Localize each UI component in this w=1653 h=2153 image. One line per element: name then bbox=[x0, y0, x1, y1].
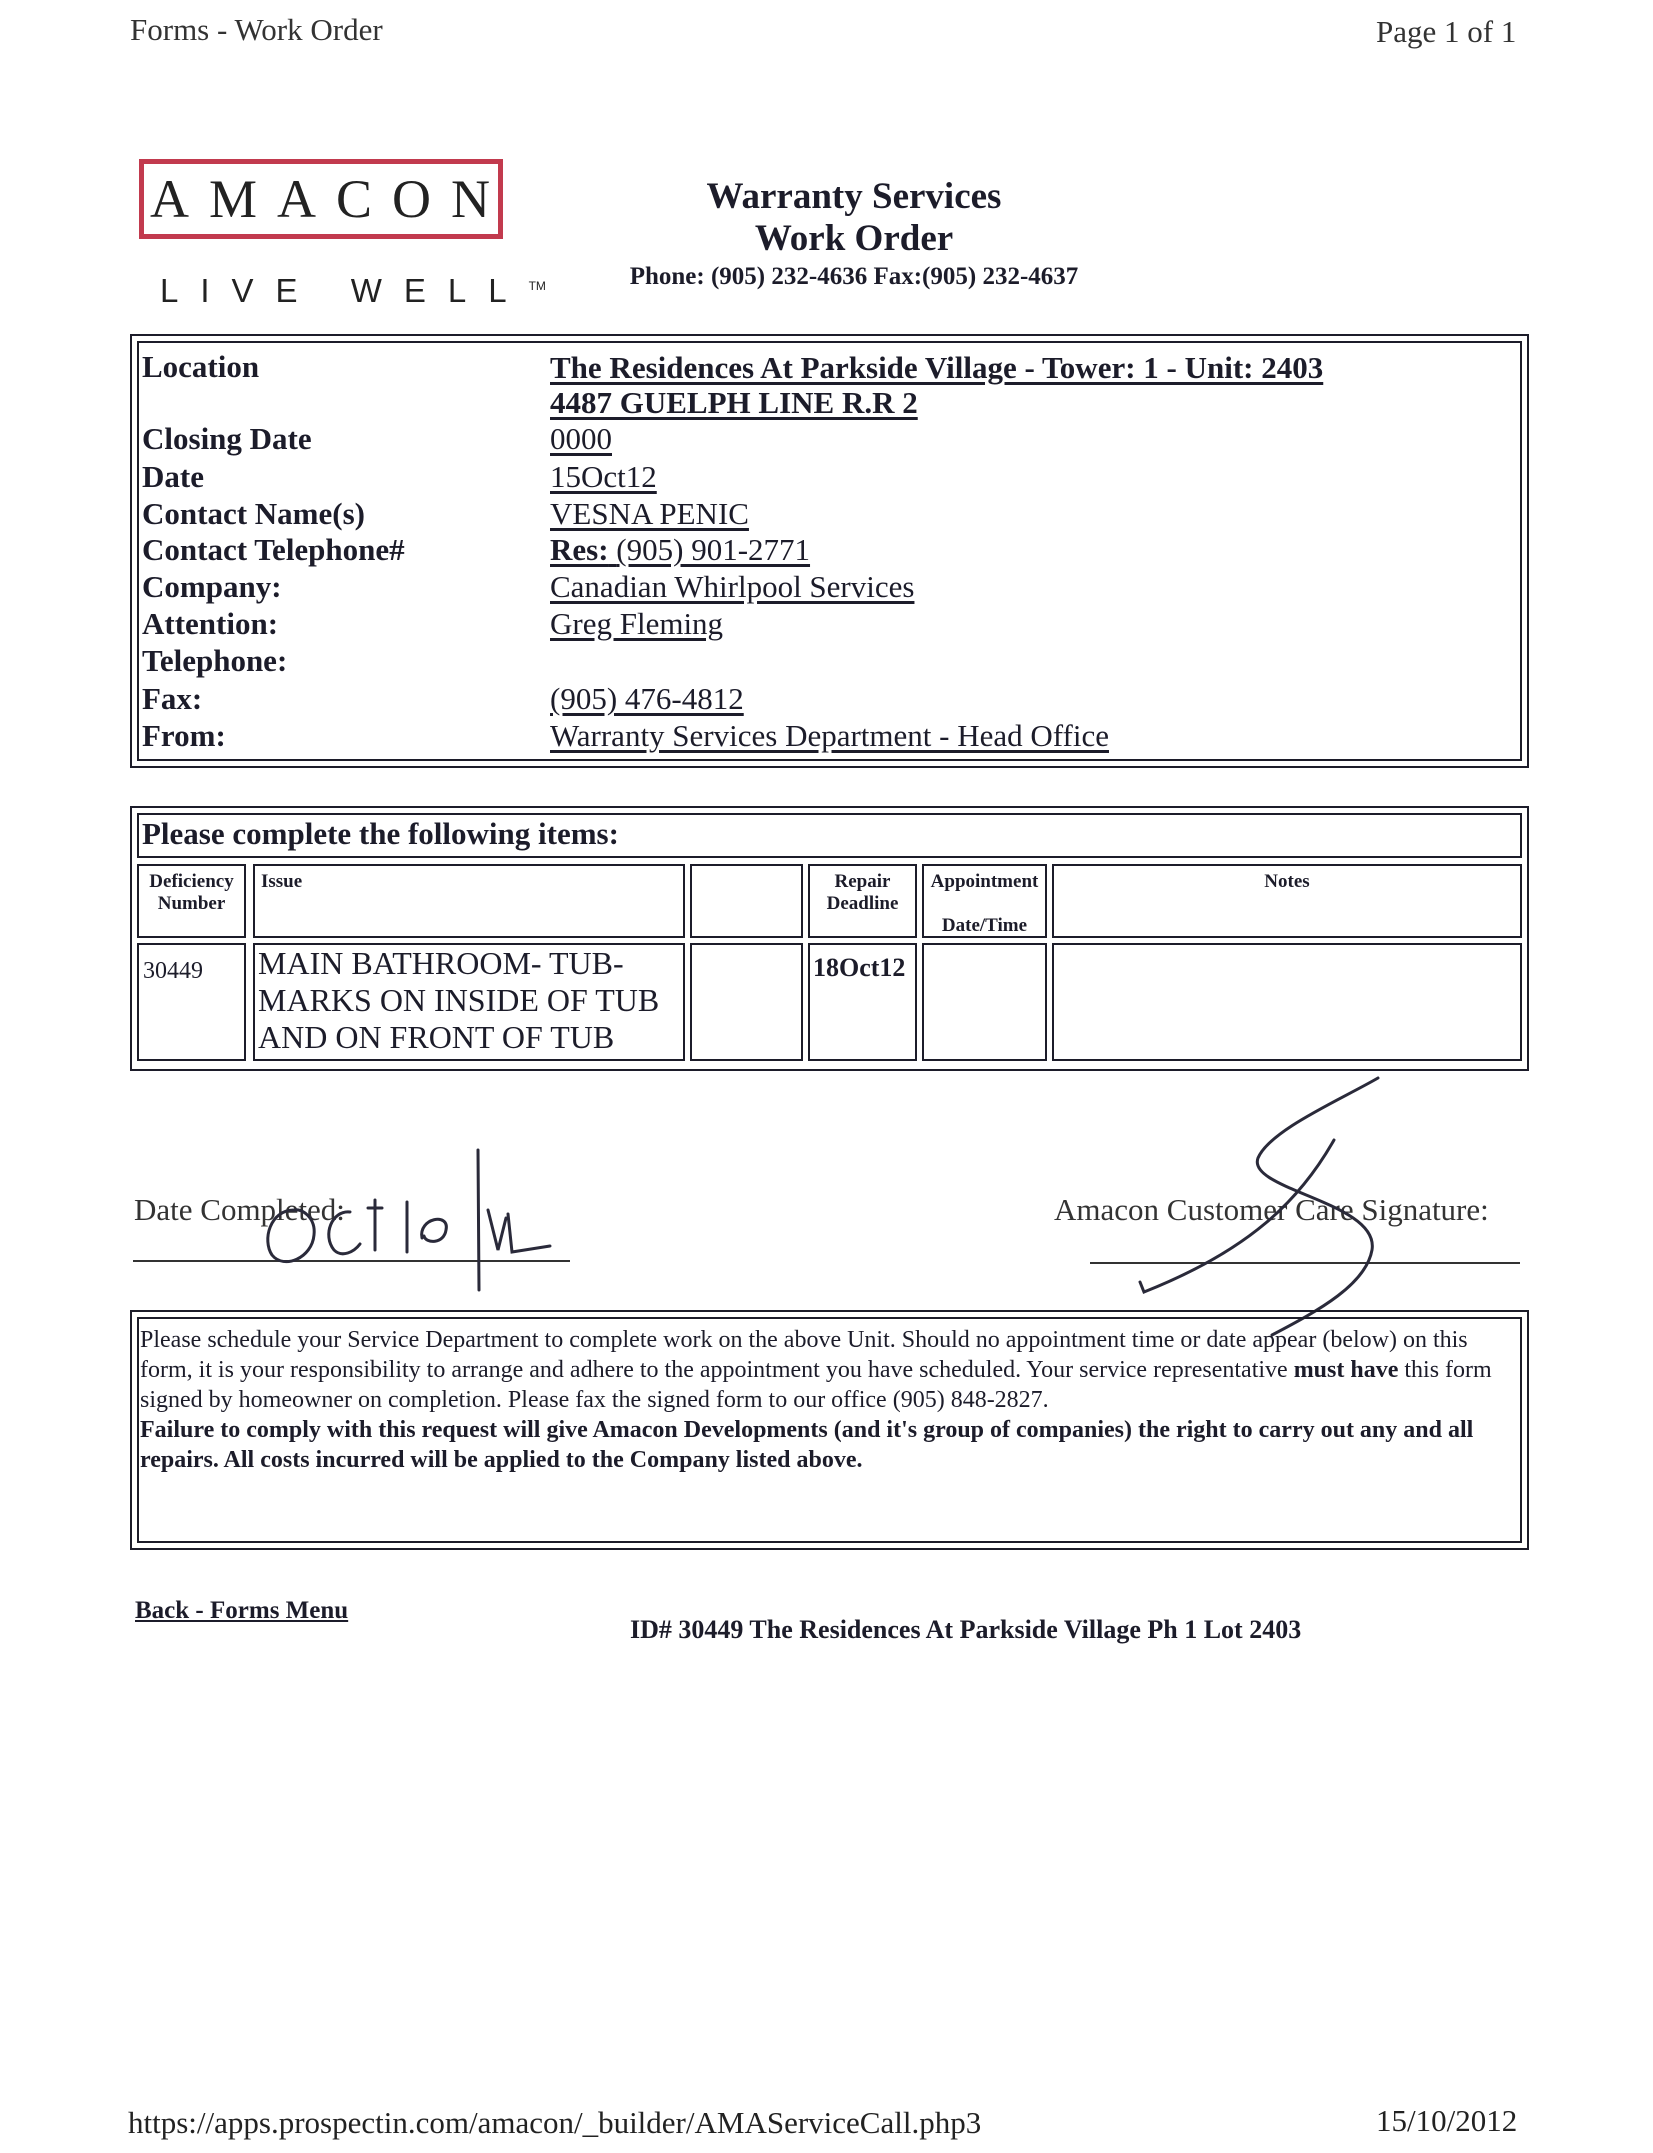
signature-label: Amacon Customer Care Signature: bbox=[1054, 1192, 1489, 1227]
row-deficiency-number: 30449 bbox=[137, 943, 246, 1061]
heading-line-1: Warranty Services bbox=[706, 176, 1002, 217]
row-issue-line-1: MAIN BATHROOM- TUB- bbox=[258, 945, 624, 981]
from-label: From: bbox=[142, 718, 226, 753]
heading-line-2: Work Order bbox=[754, 218, 954, 259]
page-number: Page 1 of 1 bbox=[1376, 14, 1517, 49]
row-notes bbox=[1052, 943, 1522, 1061]
hw-slash bbox=[478, 1150, 479, 1290]
row-issue-line-3: AND ON FRONT OF TUB bbox=[258, 1019, 615, 1055]
sig-stroke-cross bbox=[1140, 1140, 1334, 1292]
hw-letter-c bbox=[329, 1212, 360, 1254]
hw-digits-12 bbox=[488, 1210, 550, 1252]
header-appointment bbox=[922, 864, 1047, 938]
header-repair-deadline: Repair Deadline bbox=[808, 864, 917, 938]
location-label: Location bbox=[142, 349, 260, 384]
notice-p1-bold: must have bbox=[1293, 1357, 1399, 1383]
closing-date-label: Closing Date bbox=[142, 421, 312, 456]
footer-date: 15/10/2012 bbox=[1376, 2103, 1518, 2138]
header-blank bbox=[690, 864, 803, 938]
location-value: The Residences At Parkside Village - Tower: 1 - Unit: 2403 bbox=[550, 350, 1324, 385]
items-title: Please complete the following items: bbox=[142, 816, 619, 851]
contact-names-label: Contact Name(s) bbox=[142, 496, 365, 531]
date-label: Date bbox=[142, 459, 204, 494]
attention-value: Greg Fleming bbox=[550, 606, 724, 641]
hw-digit-8 bbox=[422, 1219, 447, 1241]
handwritten-signature bbox=[1120, 1070, 1400, 1340]
fax-value: (905) 476-4812 bbox=[550, 681, 744, 716]
hw-letter-o bbox=[268, 1210, 314, 1262]
record-id-line: ID# 30449 The Residences At Parkside Village Ph 1 Lot 2403 bbox=[630, 1615, 1302, 1644]
sig-stroke-main bbox=[1257, 1078, 1378, 1335]
header-notes: Notes bbox=[1052, 864, 1522, 938]
logo-brand-text: AMACON bbox=[149, 169, 511, 229]
logo-tagline bbox=[160, 272, 546, 310]
contact-telephone-number: (905) 901-2771 bbox=[616, 532, 811, 567]
amacon-logo bbox=[139, 159, 511, 239]
page-header-title: Forms - Work Order bbox=[130, 12, 383, 47]
handwritten-date-completed bbox=[250, 1140, 570, 1300]
closing-date-value: 0000 bbox=[550, 421, 612, 456]
header-appointment-label: Appointment bbox=[930, 871, 1039, 892]
company-label: Company: bbox=[142, 569, 282, 604]
back-forms-menu-link[interactable]: Back - Forms Menu bbox=[135, 1597, 349, 1624]
fax-label: Fax: bbox=[142, 681, 203, 716]
footer-url: https://apps.prospectin.com/amacon/_builder/AMAServiceCall.php3 bbox=[128, 2105, 982, 2140]
row-blank bbox=[690, 943, 803, 1061]
notice-text bbox=[140, 1325, 1510, 1475]
attention-label: Attention: bbox=[142, 606, 279, 641]
date-completed-label: Date Completed: bbox=[134, 1192, 345, 1227]
tagline-text: LIVE WELL bbox=[160, 272, 529, 309]
row-issue-line-2: MARKS ON INSIDE OF TUB bbox=[258, 982, 660, 1018]
header-deficiency-number: Deficiency Number bbox=[137, 864, 246, 938]
company-value: Canadian Whirlpool Services bbox=[550, 569, 915, 604]
notice-paragraph-2: Failure to comply with this request will give Amacon Developments (and it's group of companies) the right to carry out any and all repairs. All costs incurred will be applied to the Company listed above. bbox=[140, 1417, 1474, 1473]
address-value: 4487 GUELPH LINE R.R 2 bbox=[550, 385, 918, 420]
notice-p1-a: Please schedule your Service Department to complete work on the above Unit. Should no appointment time or date appear (below) on this form, it is your responsibility to arrange and adhere to the appointment you have scheduled. Your service representative bbox=[140, 1327, 1468, 1383]
row-appointment bbox=[922, 943, 1047, 1061]
date-value: 15Oct12 bbox=[550, 459, 657, 494]
from-value: Warranty Services Department - Head Office bbox=[550, 718, 1109, 753]
header-issue: Issue bbox=[253, 864, 685, 938]
contact-names-value: VESNA PENIC bbox=[550, 496, 749, 531]
header-appointment-datetime: Date/Time bbox=[941, 915, 1028, 936]
row-issue bbox=[253, 943, 685, 1061]
contact-telephone-value bbox=[550, 532, 810, 568]
row-repair-deadline: 18Oct12 bbox=[808, 943, 917, 1061]
hw-letter-t bbox=[368, 1200, 382, 1250]
contact-telephone-prefix: Res: bbox=[550, 532, 609, 567]
notice-paragraph-1 bbox=[140, 1325, 1510, 1415]
telephone-label: Telephone: bbox=[142, 643, 288, 678]
notice-p1-b: this form signed by homeowner on completion. Please fax the signed form to our office (905) 848-2827. bbox=[140, 1357, 1492, 1413]
heading-phone: Phone: (905) 232-4636 Fax:(905) 232-4637 bbox=[629, 263, 1079, 290]
trademark-mark: TM bbox=[528, 279, 546, 293]
contact-telephone-label: Contact Telephone# bbox=[142, 532, 405, 567]
